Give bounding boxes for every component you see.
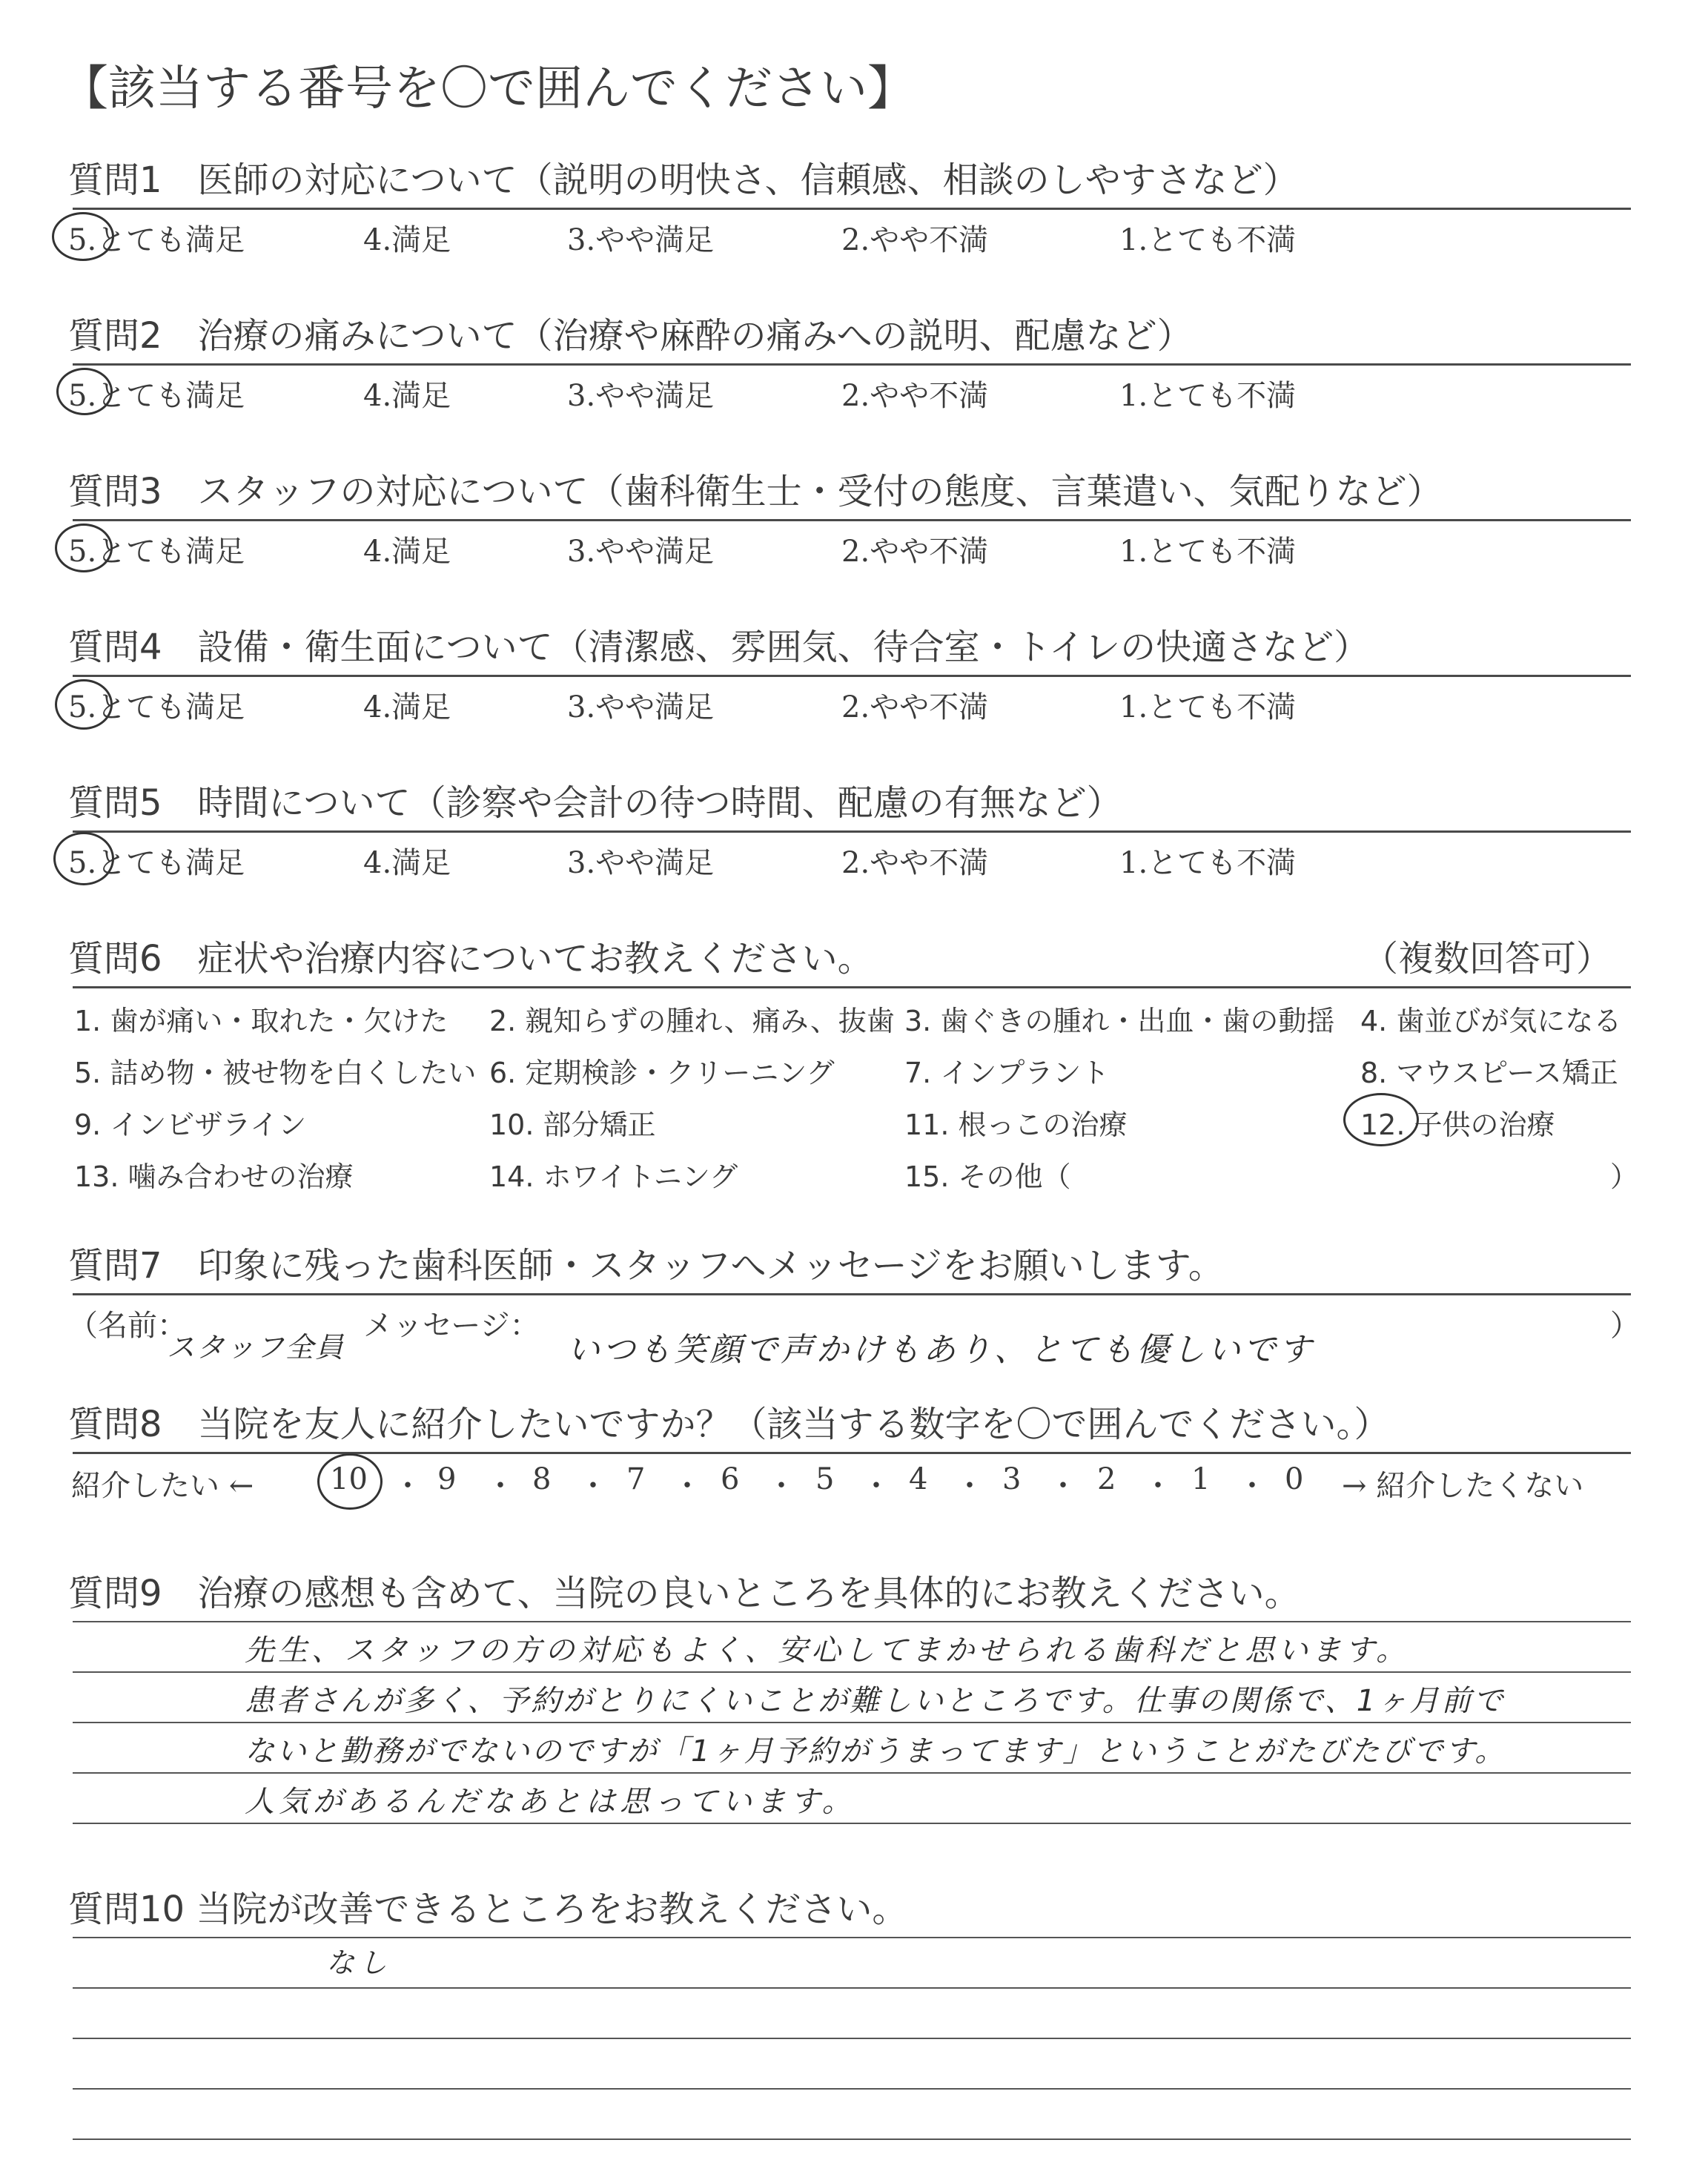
scale-dot: ・ — [861, 1469, 891, 1503]
option-4[interactable]: 4.満足 — [363, 535, 451, 569]
scale-dot: ・ — [955, 1469, 984, 1503]
scale-8[interactable]: 8 — [532, 1462, 552, 1496]
answer-text-line[interactable]: ないと勤務がでないのですが「1ヶ月予約がうまってます」ということがたびたびです。 — [245, 1734, 1507, 1768]
option-3[interactable]: 3.やや満足 — [567, 690, 715, 724]
divider — [73, 1293, 1631, 1295]
q6-option-4[interactable]: 4. 歯並びが気になる — [1360, 1005, 1622, 1037]
option-1[interactable]: 1.とても不満 — [1119, 690, 1297, 724]
scale-4[interactable]: 4 — [909, 1462, 928, 1496]
q6-option-5[interactable]: 5. 詰め物・被せ物を白くしたい — [74, 1057, 477, 1089]
answer-text-line[interactable]: 人気があるんだなあとは思っています。 — [245, 1785, 856, 1819]
option-2[interactable]: 2.やや不満 — [841, 223, 989, 257]
message-close-paren: ） — [1610, 1309, 1640, 1343]
answer-line — [73, 2138, 1631, 2140]
answer-line — [73, 2088, 1631, 2090]
question-title: 質問1 医師の対応について（説明の明快さ、信頼感、相談のしやすさなど） — [68, 159, 1299, 201]
message-value[interactable]: いつも笑顔で声かけもあり、とても優しいです — [567, 1331, 1314, 1369]
selection-circle — [55, 679, 113, 730]
option-4[interactable]: 4.満足 — [363, 690, 451, 724]
question-title: 質問9 治療の感想も含めて、当院の良いところを具体的にお教えください。 — [68, 1573, 1300, 1614]
name-value[interactable]: スタッフ全員 — [167, 1331, 345, 1364]
option-5[interactable]: 5.とても満足 — [68, 846, 245, 880]
option-2[interactable]: 2.やや不満 — [841, 379, 989, 413]
scale-6[interactable]: 6 — [721, 1462, 740, 1496]
answer-line — [73, 1823, 1631, 1824]
q6-option-8[interactable]: 8. マウスピース矯正 — [1360, 1057, 1618, 1089]
q6-option-1[interactable]: 1. 歯が痛い・取れた・欠けた — [74, 1005, 448, 1037]
answer-line — [73, 1722, 1631, 1723]
scale-dot: ・ — [767, 1469, 796, 1503]
q6-option-7[interactable]: 7. インプラント — [904, 1057, 1110, 1089]
q6-option-10[interactable]: 10. 部分矯正 — [489, 1109, 656, 1141]
question-title: 質問8 当院を友人に紹介したいですか？（該当する数字を〇で囲んでください。） — [68, 1404, 1390, 1445]
divider — [73, 208, 1631, 210]
answer-line — [73, 1671, 1631, 1673]
option-1[interactable]: 1.とても不満 — [1119, 379, 1297, 413]
scale-dot: ・ — [1237, 1469, 1267, 1503]
q6-option-11[interactable]: 11. 根っこの治療 — [904, 1109, 1128, 1141]
answer-line — [73, 1937, 1631, 1938]
option-2[interactable]: 2.やや不満 — [841, 690, 989, 724]
q6-option-6[interactable]: 6. 定期検診・クリーニング — [489, 1057, 835, 1089]
answer-line — [73, 1621, 1631, 1622]
selection-circle — [317, 1453, 383, 1510]
answer-text[interactable]: なし — [326, 1946, 392, 1979]
answer-line — [73, 1987, 1631, 1989]
scale-0[interactable]: 0 — [1285, 1462, 1304, 1496]
option-5[interactable]: 5.とても満足 — [68, 690, 245, 724]
answer-text-line[interactable]: 患者さんが多く、予約がとりにくいことが難しいところです。仕事の関係で、1ヶ月前で — [245, 1684, 1506, 1718]
selection-circle — [52, 212, 114, 261]
option-3[interactable]: 3.やや満足 — [567, 223, 715, 257]
scale-dot: ・ — [486, 1469, 515, 1503]
scale-5[interactable]: 5 — [815, 1462, 835, 1496]
q6-option-3[interactable]: 3. 歯ぐきの腫れ・出血・歯の動揺 — [904, 1005, 1335, 1037]
option-4[interactable]: 4.満足 — [363, 846, 451, 880]
scale-dot: ・ — [578, 1469, 608, 1503]
selection-circle — [1343, 1093, 1419, 1146]
recommend-left-label: 紹介したい ← — [71, 1469, 254, 1503]
q6-option-12[interactable]: 12. 子供の治療 — [1360, 1109, 1555, 1141]
scale-dot: ・ — [1143, 1469, 1173, 1503]
option-3[interactable]: 3.やや満足 — [567, 846, 715, 880]
scale-10[interactable]: 10 — [330, 1462, 368, 1496]
option-3[interactable]: 3.やや満足 — [567, 535, 715, 569]
option-4[interactable]: 4.満足 — [363, 223, 451, 257]
divider — [73, 363, 1631, 366]
selection-circle — [53, 832, 114, 885]
q6-option-13[interactable]: 13. 噛み合わせの治療 — [74, 1160, 354, 1193]
option-5[interactable]: 5.とても満足 — [68, 379, 245, 413]
option-4[interactable]: 4.満足 — [363, 379, 451, 413]
q6-option-2[interactable]: 2. 親知らずの腫れ、痛み、抜歯 — [489, 1005, 895, 1037]
scale-dot: ・ — [393, 1469, 423, 1503]
scale-3[interactable]: 3 — [1002, 1462, 1022, 1496]
q6-option-9[interactable]: 9. インビザライン — [74, 1109, 307, 1141]
option-1[interactable]: 1.とても不満 — [1119, 223, 1297, 257]
option-5[interactable]: 5.とても満足 — [68, 535, 245, 569]
option-1[interactable]: 1.とても不満 — [1119, 846, 1297, 880]
question-title: 質問2 治療の痛みについて（治療や麻酔の痛みへの説明、配慮など） — [68, 315, 1193, 357]
scale-dot: ・ — [1048, 1469, 1078, 1503]
scale-1[interactable]: 1 — [1191, 1462, 1211, 1496]
multiple-answer-note: （複数回答可） — [1363, 938, 1612, 980]
question-title: 質問6 症状や治療内容についてお教えください。 — [68, 938, 873, 980]
selection-circle — [56, 368, 113, 415]
name-label: （名前： — [68, 1309, 187, 1343]
question-title: 質問10 当院が改善できるところをお教えください。 — [68, 1889, 908, 1930]
other-close-paren: ） — [1610, 1160, 1639, 1193]
page-title: 【該当する番号を〇で囲んでください】 — [61, 62, 915, 116]
scale-7[interactable]: 7 — [626, 1462, 646, 1496]
divider — [73, 519, 1631, 521]
message-label: メッセージ： — [363, 1309, 540, 1343]
selection-circle — [55, 524, 113, 572]
question-title: 質問4 設備・衛生面について（清潔感、雰囲気、待合室・トイレの快適さなど） — [68, 627, 1370, 668]
option-1[interactable]: 1.とても不満 — [1119, 535, 1297, 569]
q6-option-15[interactable]: 15. その他（ — [904, 1160, 1071, 1193]
q6-option-14[interactable]: 14. ホワイトニング — [489, 1160, 738, 1193]
scale-2[interactable]: 2 — [1097, 1462, 1116, 1496]
scale-9[interactable]: 9 — [437, 1462, 457, 1496]
option-5[interactable]: 5.とても満足 — [68, 223, 245, 257]
answer-text-line[interactable]: 先生、スタッフの方の対応もよく、安心してまかせられる歯科だと思います。 — [245, 1634, 1409, 1668]
divider — [73, 830, 1631, 833]
divider — [73, 1452, 1631, 1454]
option-3[interactable]: 3.やや満足 — [567, 379, 715, 413]
answer-line — [73, 2038, 1631, 2039]
answer-line — [73, 1772, 1631, 1774]
divider — [73, 986, 1631, 988]
scale-dot: ・ — [672, 1469, 702, 1503]
question-title: 質問5 時間について（診察や会計の待つ時間、配慮の有無など） — [68, 782, 1122, 824]
recommend-right-label: → 紹介したくない — [1342, 1469, 1584, 1503]
question-title: 質問7 印象に残った歯科医師・スタッフへメッセージをお願いします。 — [68, 1245, 1224, 1287]
divider — [73, 675, 1631, 677]
question-title: 質問3 スタッフの対応について（歯科衛生士・受付の態度、言葉遣い、気配りなど） — [68, 471, 1443, 512]
option-2[interactable]: 2.やや不満 — [841, 535, 989, 569]
option-2[interactable]: 2.やや不満 — [841, 846, 989, 880]
